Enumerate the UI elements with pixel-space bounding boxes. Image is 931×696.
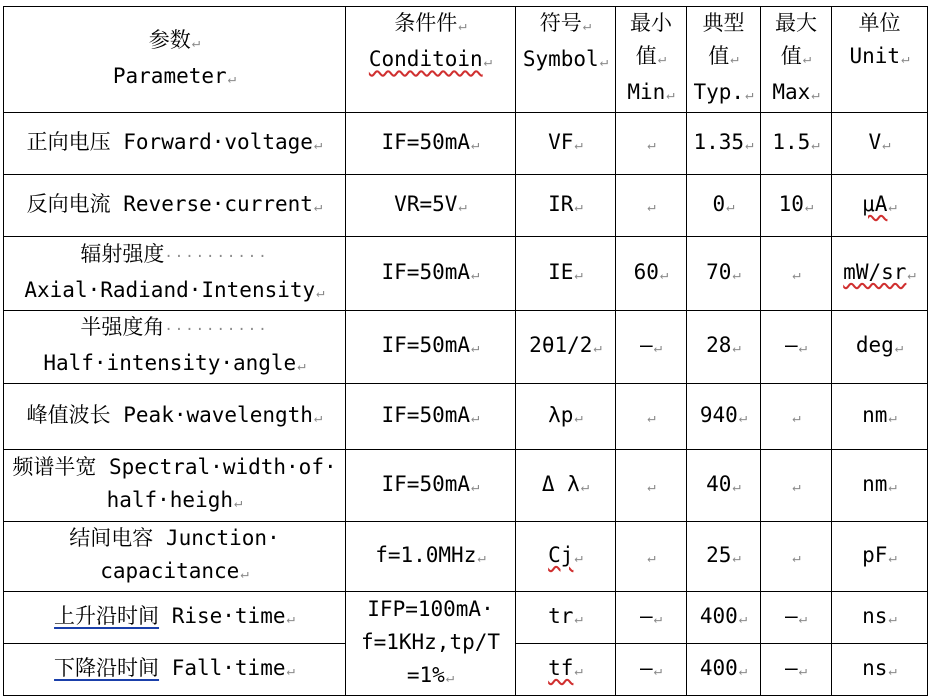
- param-cell: 正向电压 Forward·voltage: [26, 129, 313, 154]
- param-cell-cn: 辐射强度: [80, 241, 165, 266]
- table-row: 半强度角·········· Half·intensity·angle↵ IF=50mA↵ 2θ1/2↵ –↵ 28↵ –↵ deg↵: [4, 311, 928, 384]
- unit-cell: mW/sr: [843, 259, 907, 284]
- condition-cell: IF=50mA: [381, 259, 471, 284]
- condition-cell: IF=50mA: [381, 129, 471, 154]
- max-cell: 1.5: [772, 129, 811, 154]
- param-cell: 峰值波长 Peak·wavelength: [26, 402, 313, 427]
- typ-cell: 1.35: [693, 129, 745, 154]
- symbol-cell: tf: [548, 655, 574, 680]
- header-param-en: Parameter: [112, 63, 227, 88]
- condition-cell: VR=5V: [394, 191, 458, 216]
- header-min-a: 最小: [630, 11, 672, 35]
- typ-cell: 400: [699, 603, 738, 628]
- max-cell: –: [784, 655, 798, 680]
- max-cell: 10: [778, 191, 804, 216]
- header-max-a: 最大: [775, 11, 817, 35]
- header-row: [4, 7, 928, 113]
- min-cell: –: [639, 655, 653, 680]
- header-cond-cn: 条件件: [394, 11, 458, 35]
- table-row: 辐射强度·········· Axial·Radiand·Intensity↵ IF=50mA↵ IE↵ 60↵ 70↵ ↵ mW/sr↵: [4, 237, 928, 311]
- header-min-c: Min: [627, 80, 666, 104]
- header-max-b: 值: [780, 44, 802, 68]
- header-symbol-cn: 符号: [539, 11, 582, 35]
- header-min-b: 值: [635, 44, 657, 68]
- typ-cell: 940: [699, 402, 738, 427]
- param-cell-cn: 下降沿时间: [54, 655, 160, 680]
- symbol-cell: IR: [548, 191, 574, 216]
- unit-cell: ns: [862, 655, 888, 680]
- param-cell-en: Rise·time: [171, 603, 286, 628]
- header-typ-c: Typ.: [693, 80, 745, 104]
- unit-cell: μA: [862, 191, 888, 216]
- param-cell-en: Half·intensity·angle: [43, 351, 297, 375]
- param-cell-line1: 结间电容 Junction·: [69, 526, 280, 550]
- unit-cell: nm: [862, 402, 888, 427]
- header-param-cn: 参数: [148, 27, 191, 52]
- condition-line1: IFP=100mA·: [367, 596, 494, 621]
- header-max: 最大 值↵ Max↵: [761, 7, 832, 113]
- header-symbol: 符号↵ Symbol↵: [516, 7, 616, 113]
- header-typ-b: 值: [708, 44, 730, 68]
- typ-cell: 25: [706, 542, 732, 567]
- unit-cell: ns: [862, 603, 888, 628]
- table-row: 正向电压 Forward·voltage↵ IF=50mA↵ VF↵ ↵ 1.35↵ 1.5↵ V↵: [4, 113, 928, 175]
- header-max-c: Max: [772, 80, 811, 104]
- header-symbol-en: Symbol: [522, 47, 599, 71]
- header-unit-en: Unit: [849, 44, 901, 68]
- unit-cell: nm: [862, 471, 888, 496]
- header-unit-cn: 单位: [858, 11, 901, 35]
- shared-condition-cell: IFP=100mA· f=1KHz,tp/T =1%↵: [346, 592, 516, 696]
- param-cell-en: Axial·Radiand·Intensity: [24, 277, 316, 302]
- typ-cell: 40: [706, 471, 732, 496]
- typ-cell: 400: [699, 655, 738, 680]
- symbol-cell: λp: [548, 402, 574, 427]
- param-cell-en: Fall·time: [171, 655, 286, 680]
- condition-line3: =1%: [406, 662, 445, 687]
- specification-table: [3, 6, 928, 696]
- param-cell: 反向电流 Reverse·current: [26, 191, 313, 216]
- symbol-cell: 2θ1/2: [529, 333, 593, 357]
- condition-cell: IF=50mA: [381, 471, 471, 496]
- min-cell: –: [639, 603, 653, 628]
- header-min: 最小 值↵ Min↵: [616, 7, 687, 113]
- unit-cell: V: [868, 129, 882, 154]
- param-cell-line1: 频谱半宽 Spectral·width·of·: [12, 455, 337, 479]
- unit-cell: deg: [855, 333, 894, 357]
- max-cell: –: [784, 603, 798, 628]
- min-cell: 60: [633, 259, 659, 284]
- table-row: 频谱半宽 Spectral·width·of· half·heigh↵ IF=50mA↵ Δ λ↵ ↵ 40↵ ↵ nm↵: [4, 450, 928, 522]
- condition-cell: IF=50mA: [381, 402, 471, 427]
- header-unit: 单位 Unit↵: [832, 7, 928, 113]
- header-cond-en: Conditoin: [368, 47, 483, 71]
- symbol-cell: VF: [548, 129, 574, 154]
- param-cell-cn: 半强度角: [80, 315, 165, 339]
- symbol-cell: Cj: [548, 542, 574, 567]
- table-row: 下降沿时间 Fall·time↵ tf↵ –↵ 400↵ –↵ ns↵: [4, 644, 928, 696]
- symbol-cell: tr: [548, 603, 574, 628]
- min-cell: –: [639, 333, 653, 357]
- symbol-cell: Δ λ: [541, 471, 580, 496]
- param-cell-cn: 上升沿时间: [54, 603, 160, 628]
- table-row: 上升沿时间 Rise·time↵ IFP=100mA· f=1KHz,tp/T =1%↵ tr↵ –↵ 400↵ –↵ ns↵: [4, 592, 928, 644]
- unit-cell: pF: [862, 542, 888, 567]
- table-row: 结间电容 Junction· capacitance↵ f=1.0MHz↵ Cj↵ ↵ 25↵ ↵ pF↵: [4, 522, 928, 592]
- condition-cell: IF=50mA: [381, 333, 471, 357]
- table-row: 峰值波长 Peak·wavelength↵ IF=50mA↵ λp↵ ↵ 940↵ ↵ nm↵: [4, 384, 928, 450]
- condition-line2: f=1KHz,tp/T: [360, 629, 501, 654]
- header-typ: 典型 值↵ Typ.↵: [687, 7, 761, 113]
- param-cell-line2: capacitance: [100, 559, 240, 583]
- table-row: 反向电流 Reverse·current↵ VR=5V↵ IR↵ ↵ 0↵ 10↵ μA↵: [4, 175, 928, 237]
- condition-cell: f=1.0MHz: [375, 542, 477, 567]
- param-cell-line2: half·heigh: [106, 488, 233, 512]
- typ-cell: 28: [706, 333, 732, 357]
- symbol-cell: IE: [548, 259, 574, 284]
- max-cell: –: [784, 333, 798, 357]
- header-typ-a: 典型: [702, 11, 745, 35]
- typ-cell: 0: [712, 191, 726, 216]
- header-condition: 条件件↵ Conditoin↵: [346, 7, 516, 113]
- header-parameter: 参数↵ Parameter↵: [4, 7, 346, 113]
- typ-cell: 70: [706, 259, 732, 284]
